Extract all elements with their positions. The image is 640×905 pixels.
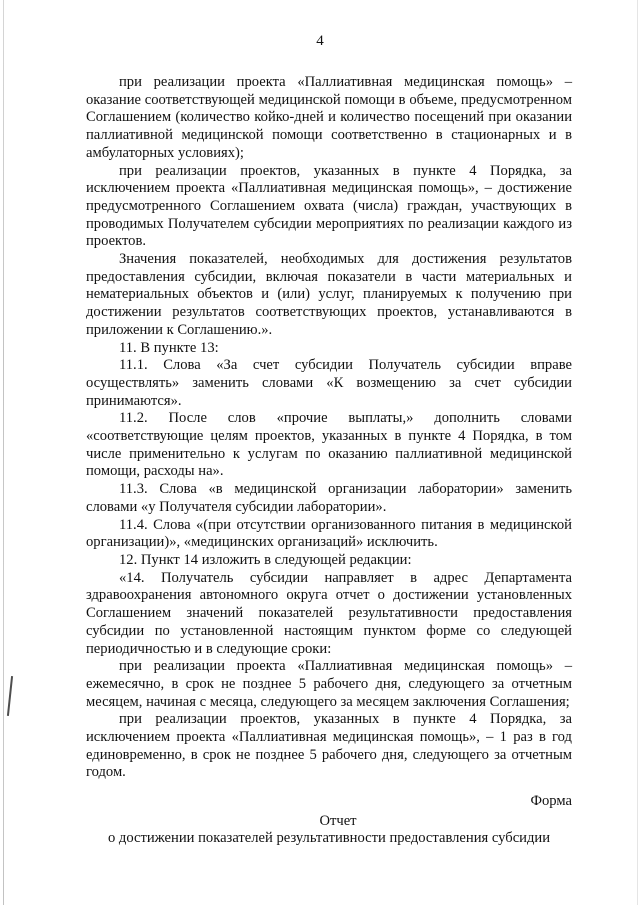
document-body bbox=[86, 74, 572, 782]
page-number: 4 bbox=[316, 33, 324, 49]
scan-edge-left bbox=[3, 0, 4, 905]
paragraph: при реализации проекта «Паллиативная медицинская помощь» – оказание соответствующей медицинской помощи в объеме, предусмотренном Соглашением (количество койко-дней и количество посещений при оказании паллиативной медицинской помощи соответственно в стационарных и в амбулаторных условиях); bbox=[86, 74, 572, 161]
paragraph: 11. В пункте 13: bbox=[119, 339, 219, 356]
paragraph: при реализации проектов, указанных в пункте 4 Порядка, за исключением проекта «Паллиативная медицинская помощь», – 1 раз в год единовременно, в срок не позднее 5 рабочего дня, следующего за отчетным годом. bbox=[86, 711, 572, 781]
report-title: Отчет bbox=[319, 813, 357, 829]
form-label: Форма bbox=[530, 793, 572, 809]
report-subtitle: о достижении показателей результативности предоставления субсидии bbox=[107, 830, 551, 846]
scan-edge-right bbox=[637, 0, 638, 905]
paragraph: 11.3. Слова «в медицинской организации лаборатории» заменить словами «у Получателя субсидии лаборатории». bbox=[86, 481, 572, 515]
paragraph: 11.1. Слова «За счет субсидии Получатель субсидии вправе осуществлять» заменить словами «К возмещению за счет субсидии принимаются». bbox=[86, 357, 572, 409]
paragraph: при реализации проектов, указанных в пункте 4 Порядка, за исключением проекта «Паллиативная медицинская помощь», – достижение предусмотренного Соглашением охвата (числа) граждан, участвующих в проводимых Получателем субсидии мероприятиях по реализации каждого из проектов. bbox=[86, 162, 572, 250]
scan-mark bbox=[7, 676, 13, 716]
paragraph: 11.2. После слов «прочие выплаты,» дополнить словами «соответствующие целям проектов, указанных в пункте 4 Порядка, в том числе применительно к услугам по оказанию паллиативной медицинской помощи, расходы на». bbox=[86, 410, 572, 480]
paragraph: «14. Получатель субсидии направляет в адрес Департамента здравоохранения автономного округа отчет о достижении установленных Соглашением значений показателей результативности предоставления субсидии по установленной настоящим пунктом форме со следующей периодичностью и в следующие сроки: bbox=[86, 569, 572, 657]
paragraph: 11.4. Слова «(при отсутствии организованного питания в медицинской организации)», «медицинских организаций» исключить. bbox=[86, 516, 572, 551]
paragraph: при реализации проекта «Паллиативная медицинская помощь» – ежемесячно, в срок не позднее 5 рабочего дня, следующего за отчетным месяцем, начиная с месяца, следующего за месяцем заключения Соглашения; bbox=[86, 658, 572, 710]
paragraph: Значения показателей, необходимых для достижения результатов предоставления субсидии, включая показатели в части материальных и нематериальных объектов и (или) услуг, планируемых к получению при достижении результатов соответствующих проектов, устанавливаются в приложении к Соглашению.». bbox=[86, 251, 572, 338]
paragraph: 12. Пункт 14 изложить в следующей редакции: bbox=[119, 551, 412, 568]
